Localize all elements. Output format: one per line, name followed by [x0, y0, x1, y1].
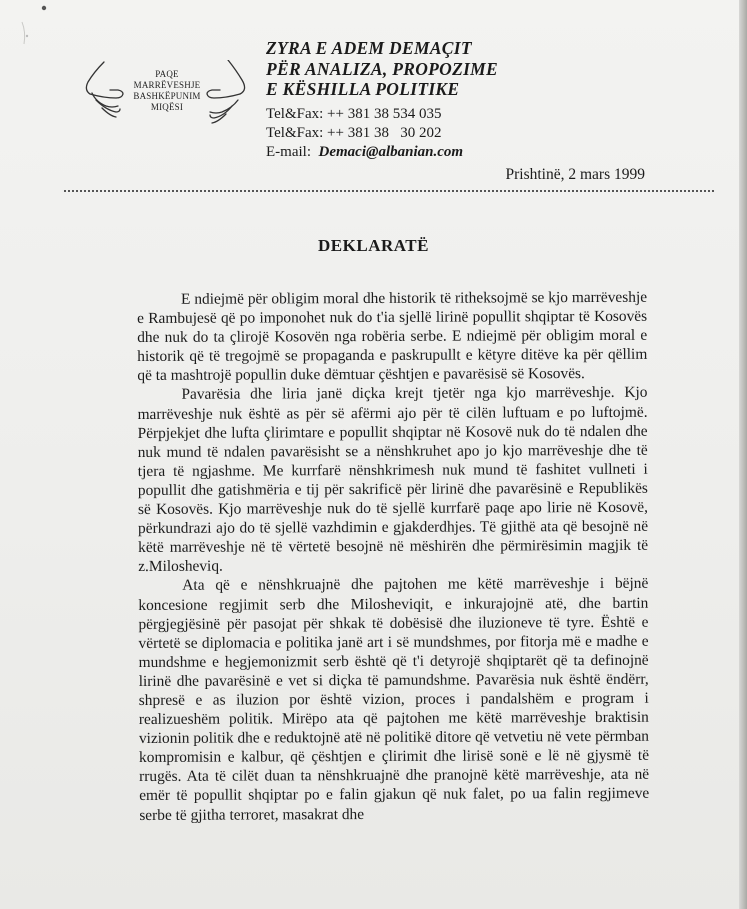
- paragraph: Pavarësia dhe liria janë diçka krejt tjetër nga kjo marrëveshje. Kjo marrëveshje nuk është as për së afërmi ajo për të cilën luftuam e po luftojmë. Përpjekjet dhe lufta çlirimtare e popullit shqiptar në Kosovë nuk do të ndalen dhe nuk mund të ndalen pavarësisht se a nënshkruhet apo jo kjo marrëveshje dhe të tjera të ngjashme. Me kurrfarë nënshkrimesh nuk mund të fashitet vullneti i popullit dhe gatishmëria e tij për sakrificë për lirinë dhe pavarësinë e Republikës së Kosovës. Kjo marrëveshje nuk do të sjellë kurrfarë paqe apo lirie në Kosovë, përkundrazi ajo do të sjellë vazhdimin e gjakderdhjes. Të gjithë ata që besojnë në këtë marrëveshje në të vërtetë besojnë në mëshirën dhe përmirësimin magjik të z.Milosheviq.: [137, 384, 649, 576]
- logo-line: MARRËVESHJE: [133, 80, 201, 90]
- dotted-divider: [64, 190, 714, 192]
- paragraph: Ata që e nënshkruajnë dhe pajtohen me këtë marrëveshje i bëjnë koncesione regjimit serb dhe Milosheviqit, e inkurajojnë atë, dhe bartin përgjegjësinë për pasojat për shkak të dobësisë dhe iluzioneve të tyre. Është e vërtetë se diplomacia e politika janë art i së mundshmes, por fitorja më e madhe e mundshme e hegjemonizmit serb është që t'i detyrojë shqiptarët që ta definojnë lirinë dhe pavarësinë e vet si diçka të pamundshme. Pavarësia nuk është ëndërr, shpresë e as iluzion por është vizion, proces i pandalshëm e program i realizueshëm politik. Mirëpo ata që pajtohen me këtë marrëveshje braktisin vizionin politik dhe e reduktojnë atë në politikë ditore që vetvetiu në vete përmban kompromisin e kalbur, që çështjen e çlirimit dhe lirisë sonë e lë në gjysmë të rrugës. Ata të cilët duan ta nënshkruajnë dhe pranojnë këtë marrëveshje, ata në emër të popullit shqiptar po e falin gjakun që nuk falet, po ua falin regjimeve serbe të gjitha terroret, masakrat dhe: [138, 575, 650, 824]
- logo-caption: [117, 69, 217, 113]
- phone-fax-1: Tel&Fax: ++ 381 38 534 035: [266, 105, 442, 122]
- letterhead: [266, 38, 586, 162]
- document-title: DEKLARATË: [318, 236, 429, 255]
- paragraph: E ndiejmë për obligim moral dhe historik të ritheksojmë se kjo marrëveshje e Rambujesë që po imponohet nuk do t'ia sjellë lirinë popullit shqiptar të Kosovës dhe nuk do ta çlirojë Kosovën nga robëria serbe. E ndiejmë për obligim moral e historik që të tregojmë se propaganda e paskrupullt e këtyre ditëve ka për qëllim që ta mashtrojë popullin duke dëmtuar çështjen e pavarësisë së Kosovës.: [137, 288, 648, 385]
- declaration-body: [137, 288, 649, 825]
- punch-holes-decoration: [14, 2, 54, 62]
- org-name-line-2: PËR ANALIZA, PROPOZIME: [266, 58, 499, 79]
- logo-line: PAQE: [155, 69, 179, 79]
- email-address: Demaci@albanian.com: [318, 143, 464, 160]
- email-label: E-mail:: [266, 143, 311, 160]
- logo-line: BASHKËPUNIM: [133, 91, 201, 101]
- place-and-date: Prishtinë, 2 mars 1999: [505, 166, 645, 183]
- org-name-line-3: E KËSHILLA POLITIKE: [266, 79, 460, 99]
- email-line: [266, 143, 586, 162]
- page-edge-shadow: [739, 0, 747, 909]
- contact-details: [266, 105, 586, 162]
- org-name-line-1: ZYRA E ADEM DEMAÇIT: [266, 38, 472, 58]
- logo-line: MIQËSI: [150, 102, 184, 112]
- phone-fax-2: Tel&Fax: ++ 381 38 30 202: [266, 124, 442, 141]
